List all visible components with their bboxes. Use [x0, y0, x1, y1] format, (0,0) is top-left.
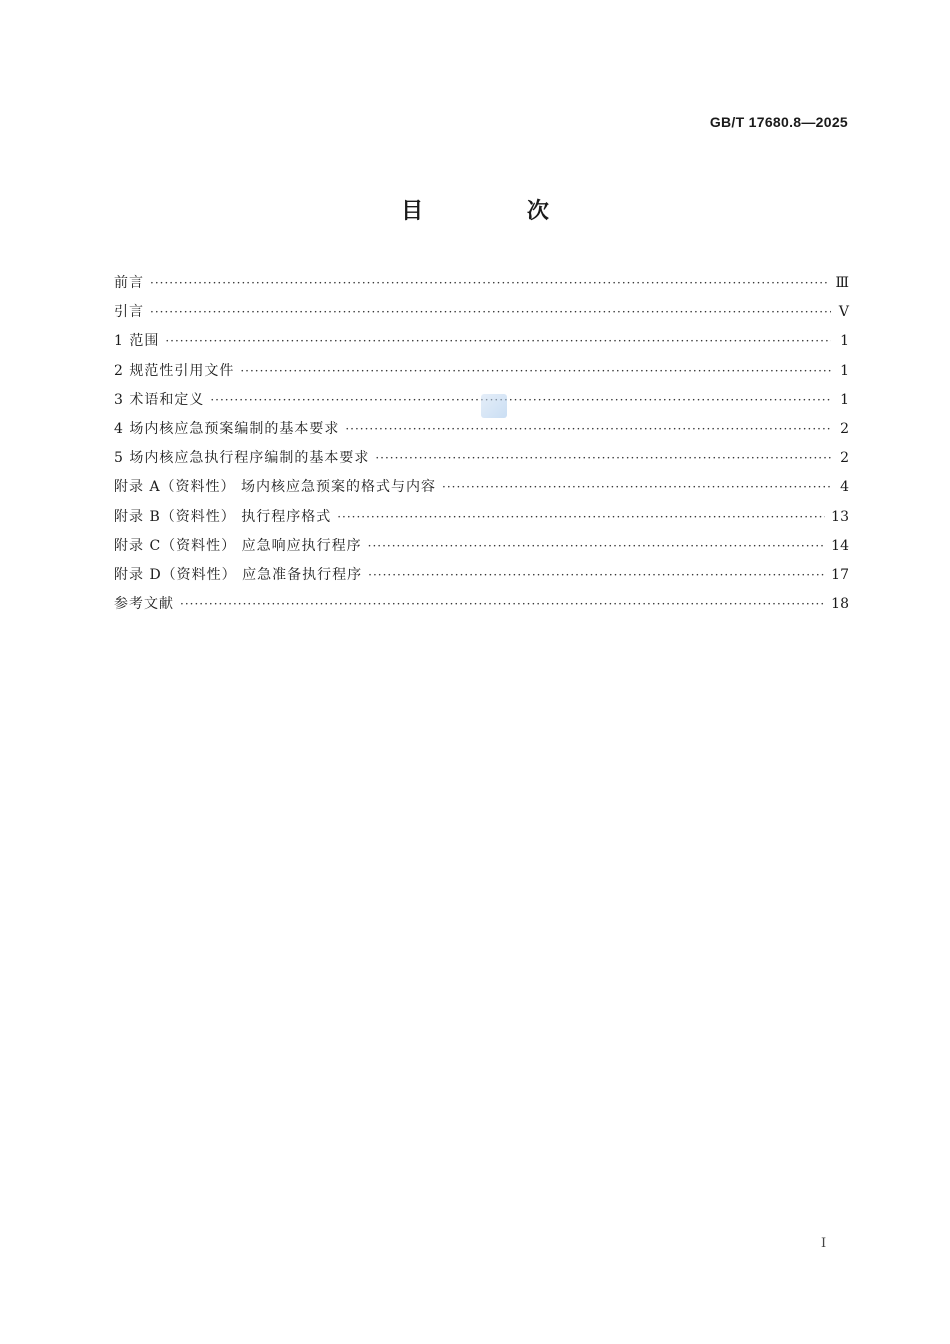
- toc-entry-label: 3 术语和定义: [114, 391, 205, 408]
- watermark-logo-icon: [481, 394, 507, 418]
- toc-entry-label: 附录 D（资料性） 应急准备执行程序: [114, 566, 363, 583]
- page-number: Ⅰ: [821, 1236, 827, 1251]
- toc-entry-page: 18: [831, 596, 849, 613]
- toc-entry-normative-references[interactable]: [114, 360, 849, 389]
- toc-entry-page: 2: [840, 450, 849, 467]
- toc-entry-label: 5 场内核应急执行程序编制的基本要求: [114, 450, 370, 467]
- toc-entry-annex-b[interactable]: [114, 506, 849, 535]
- standard-code: GB/T 17680.8—2025: [709, 114, 848, 130]
- toc-entry-label: 1 范围: [114, 333, 160, 350]
- toc-leader-dots: [345, 422, 831, 436]
- toc-entry-page: 1: [840, 333, 849, 350]
- toc-entry-procedure-requirements[interactable]: [114, 447, 849, 476]
- toc-entry-page: Ⅲ: [835, 275, 849, 291]
- toc-entry-label: 附录 A（资料性） 场内核应急预案的格式与内容: [114, 479, 437, 496]
- table-of-contents: [114, 272, 849, 622]
- toc-entry-scope[interactable]: [114, 330, 849, 359]
- toc-entry-label: 4 场内核应急预案编制的基本要求: [114, 420, 340, 437]
- toc-leader-dots: [368, 568, 825, 582]
- toc-entry-label: 引言: [114, 304, 144, 321]
- toc-leader-dots: [337, 510, 825, 524]
- page-title: 目 次: [401, 199, 597, 224]
- toc-entry-page: 14: [831, 537, 849, 554]
- toc-leader-dots: [375, 451, 831, 465]
- toc-leader-dots: [150, 276, 829, 290]
- toc-entry-page: 13: [831, 508, 849, 525]
- toc-entry-label: 前言: [114, 275, 144, 291]
- toc-leader-dots: [240, 364, 831, 378]
- toc-entry-label: 参考文献: [114, 596, 174, 613]
- toc-entry-label: 附录 C（资料性） 应急响应执行程序: [114, 537, 362, 554]
- toc-entry-label: 附录 B（资料性） 执行程序格式: [114, 508, 332, 525]
- toc-leader-dots: [368, 539, 826, 553]
- toc-leader-dots: [180, 597, 825, 611]
- toc-entry-plan-requirements[interactable]: [114, 418, 849, 447]
- toc-entry-bibliography[interactable]: [114, 593, 849, 622]
- toc-leader-dots: [210, 393, 831, 407]
- toc-entry-page: 1: [840, 391, 849, 408]
- toc-entry-annex-d[interactable]: [114, 564, 849, 593]
- toc-leader-dots: [165, 334, 831, 348]
- toc-entry-page: 2: [840, 420, 849, 437]
- toc-entry-annex-a[interactable]: [114, 476, 849, 505]
- toc-entry-page: 4: [840, 479, 849, 496]
- toc-entry-page: Ⅴ: [838, 304, 849, 321]
- toc-entry-foreword[interactable]: [114, 272, 849, 301]
- toc-entry-introduction[interactable]: [114, 301, 849, 330]
- toc-leader-dots: [150, 305, 831, 319]
- toc-leader-dots: [442, 480, 831, 494]
- toc-entry-page: 1: [840, 362, 849, 379]
- toc-entry-annex-c[interactable]: [114, 535, 849, 564]
- toc-entry-label: 2 规范性引用文件: [114, 362, 235, 379]
- toc-entry-page: 17: [831, 566, 849, 583]
